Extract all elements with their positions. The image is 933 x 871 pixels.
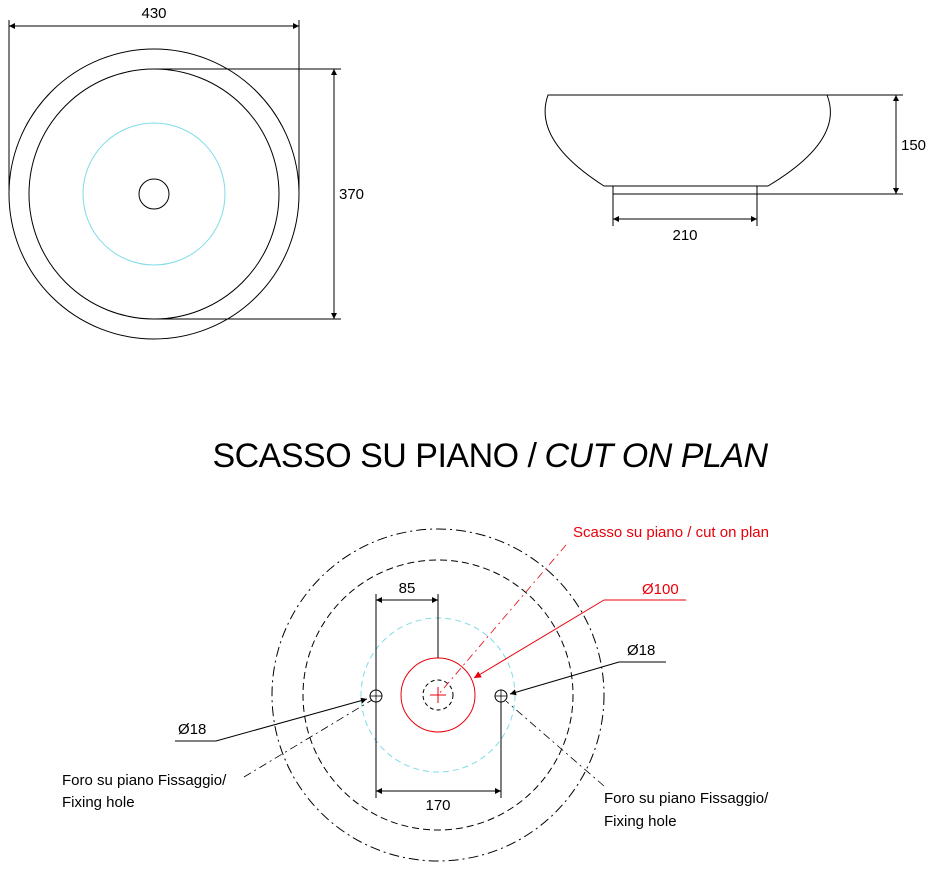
section-title: [212, 437, 768, 475]
basin-outer-rim: [9, 49, 299, 339]
left-fixing-diameter: Ø18: [178, 721, 207, 738]
cut-plan-label: Scasso su piano / cut on plan: [573, 524, 769, 541]
basin-profile: [545, 95, 830, 194]
basin-bowl-circle: [83, 123, 225, 265]
basin-inner-rim: [29, 69, 279, 319]
left-fixing-leader: [216, 699, 367, 741]
offset-dimension-label: 85: [398, 580, 416, 597]
right-fixing-label-line2: Fixing hole: [604, 813, 677, 830]
width-dimension-label: 430: [141, 5, 167, 22]
top-view: [9, 5, 364, 339]
section-title-italian: SCASSO SU PIANO /: [212, 437, 537, 475]
hole-diameter-label: Ø100: [642, 581, 679, 598]
left-fixing-label-line2: Fixing hole: [62, 794, 135, 811]
base-dimension-label: 210: [672, 227, 698, 244]
fixing-hole-right: [495, 690, 507, 702]
right-fixing-label-leader: [506, 701, 604, 786]
drain-circle: [139, 179, 169, 209]
spacing-dimension-label: 170: [425, 797, 451, 814]
section-title-english: CUT ON PLAN: [544, 437, 768, 475]
left-fixing-label-leader: [244, 700, 372, 777]
side-view: [545, 95, 926, 244]
depth-dimension-label: 370: [339, 186, 365, 203]
right-fixing-label-line1: Foro su piano Fissaggio/: [604, 790, 769, 807]
hole-diameter-leader: [474, 600, 604, 678]
cut-plan-view: [62, 524, 769, 861]
right-fixing-label: [604, 790, 769, 830]
height-dimension-label: 150: [901, 137, 927, 154]
left-fixing-label: [62, 772, 227, 811]
right-fixing-diameter: Ø18: [627, 642, 656, 659]
left-fixing-label-line1: Foro su piano Fissaggio/: [62, 772, 227, 789]
